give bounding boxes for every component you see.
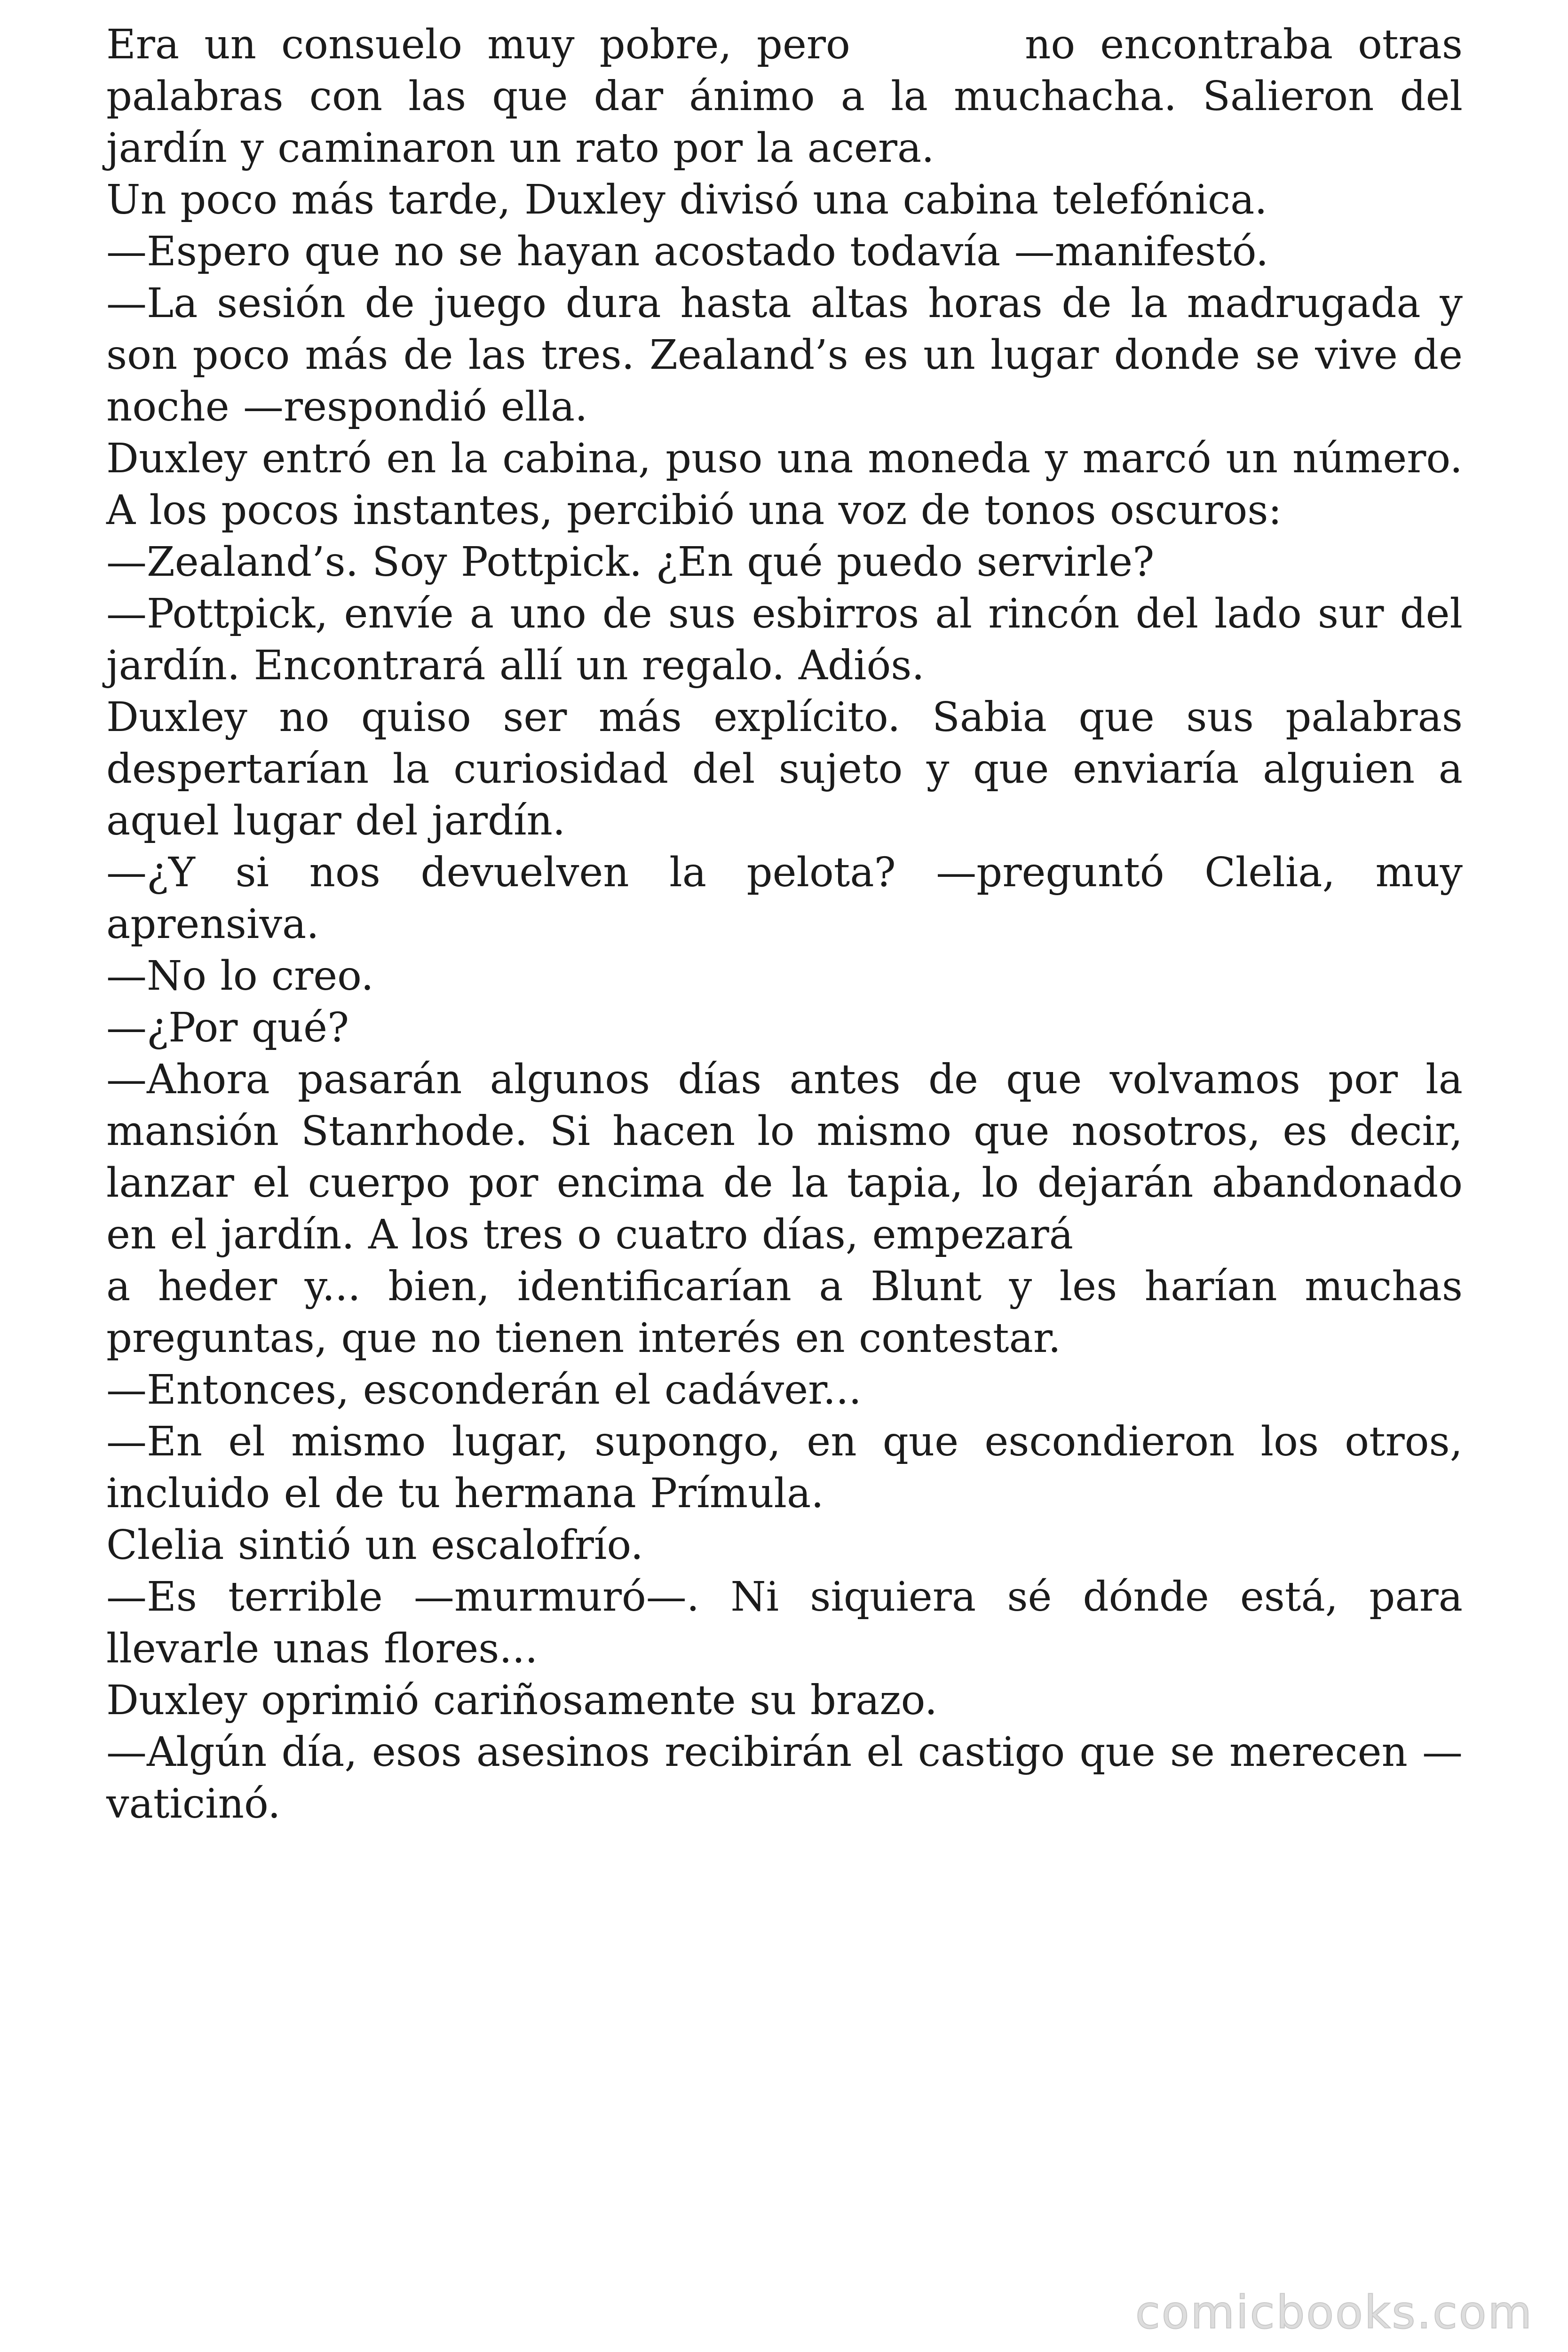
paragraph: Duxley entró en la cabina, puso una moneda y marcó un número. A los pocos instantes, percibió una voz de tonos oscuros: — [106, 435, 1463, 534]
paragraph: Duxley no quiso ser más explícito. Sabia que sus palabras despertarían la curiosidad del sujeto y que enviaría alguien a aquel lugar del jardín. — [106, 694, 1463, 844]
paragraph: —Entonces, esconderán el cadáver... — [106, 1367, 862, 1414]
paragraph: Un poco más tarde, Duxley divisó una cabina telefónica. — [106, 176, 1267, 223]
paragraph: —Algún día, esos asesinos recibirán el castigo que se merecen —vaticinó. — [106, 1729, 1463, 1828]
paragraph: Clelia sintió un escalofrío. — [106, 1522, 643, 1569]
paragraph: —¿Y si nos devuelven la pelota? —preguntó Clelia, muy aprensiva. — [106, 849, 1463, 948]
paragraph: —Zealand’s. Soy Pottpick. ¿En qué puedo servirle? — [106, 539, 1155, 586]
paragraph: —En el mismo lugar, supongo, en que escondieron los otros, incluido el de tu hermana Prímula. — [106, 1418, 1463, 1517]
paragraph: —Espero que no se hayan acostado todavía —manifestó. — [106, 228, 1269, 275]
paragraph: Era un consuelo muy pobre, pero no encontraba otras palabras con las que dar ánimo a la muchacha. Salieron del jardín y caminaron un rato por la acera. — [106, 21, 1463, 172]
paragraph: a heder y... bien, identificarían a Blunt y les harían muchas preguntas, que no tienen interés en contestar. — [106, 1263, 1463, 1362]
paragraph: —La sesión de juego dura hasta altas horas de la madrugada y son poco más de las tres. Zealand’s es un lugar donde se vive de noche —respondió ella. — [106, 280, 1463, 430]
paragraph: —Es terrible —murmuró—. Ni siquiera sé dónde está, para llevarle unas flores... — [106, 1573, 1463, 1672]
paragraph: —Pottpick, envíe a uno de sus esbirros al rincón del lado sur del jardín. Encontrará allí un regalo. Adiós. — [106, 590, 1463, 689]
page-text — [106, 19, 1463, 1830]
paragraph: —¿Por qué? — [106, 1004, 349, 1051]
paragraph: Duxley oprimió cariñosamente su brazo. — [106, 1677, 938, 1724]
paragraph: —No lo creo. — [106, 953, 374, 1000]
paragraph: —Ahora pasarán algunos días antes de que volvamos por la mansión Stanrhode. Si hacen lo mismo que nosotros, es decir, lanzar el cuerpo por encima de la tapia, lo dejarán abandonado en el jardín. A los tres o cuatro días, empezará — [106, 1056, 1463, 1258]
watermark: comicbooks.com — [1135, 2286, 1533, 2339]
